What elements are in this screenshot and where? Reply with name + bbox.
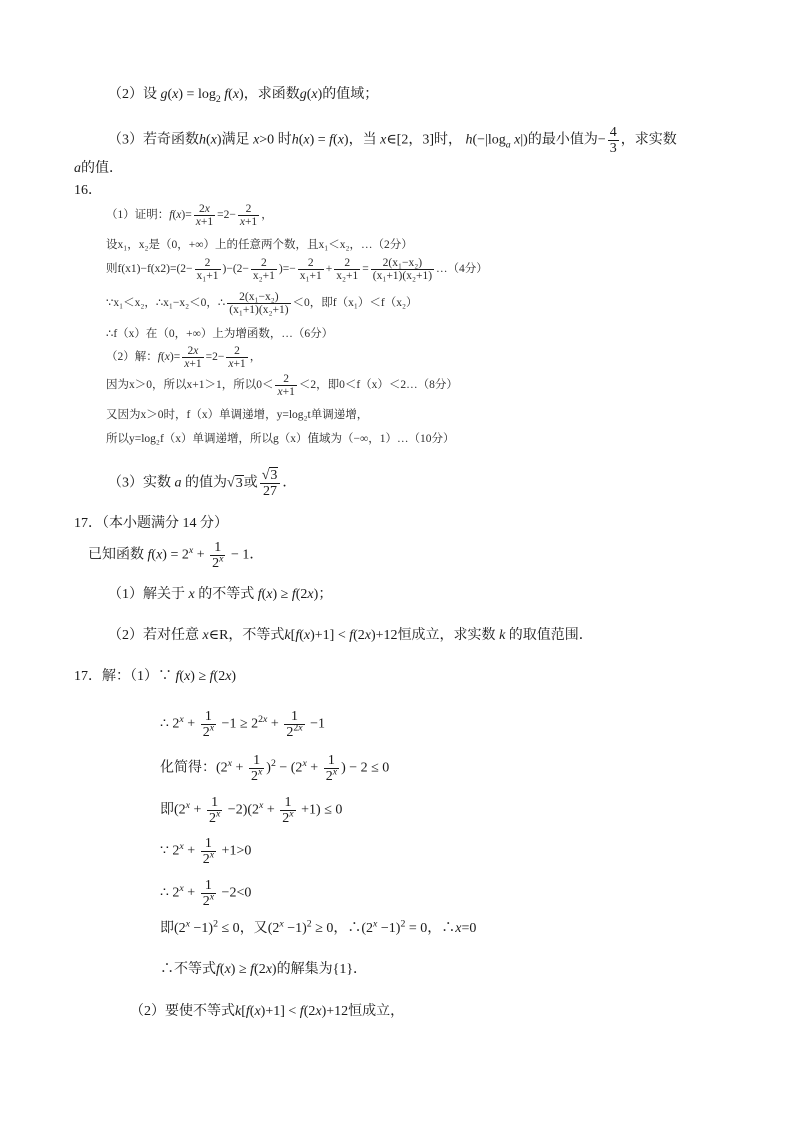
q15-part3-t4: 时，: [434, 132, 462, 148]
s16-l10-end: ．: [282, 475, 297, 491]
s16-l3-prefix: 则f(x1)−f(x2)=: [106, 263, 177, 276]
q17-p1-end: ；: [318, 587, 333, 602]
q17-given-text: 已知函数: [88, 547, 144, 563]
q15-part2-tail2: 的值域；: [322, 87, 379, 102]
s17-ji-1: 即: [160, 802, 174, 818]
s16-line4: ∵x₁＜x₂，∴x₁−x₂＜0，∴ $\frac{\text{2(x₁−x₂)}}{\text{(x₁+1)(x₂+1)}}$ ＜0，即f（x₁）＜f（x₂）: [106, 291, 418, 316]
s16-line2: 设x₁，x₂是（0，+∞）上的任意两个数，且x₁＜x₂，…（2分）: [106, 239, 413, 251]
s16-line5: ∴f（x）在（0，+∞）上为增函数，…（6分）: [106, 328, 334, 340]
s17-step5: ∴ $2^x$ + $\frac{1}{2^x}$ −2<0: [160, 878, 252, 909]
s16-line10: （3）实数 a 的值为√3或 $\frac{√3}{27}$ ．: [108, 468, 297, 499]
q17-p2-end: 的取值范围．: [508, 628, 593, 643]
q17-p2-label: （2）若对任意: [108, 628, 199, 643]
s17-ji-2: 即: [160, 921, 174, 936]
s17-sol-end: 的解集为{1}．: [276, 962, 368, 977]
s16-line9: 所以y=log₂f（x）单调递增，所以g（x）值域为（−∞，1）…（10分）: [106, 433, 455, 445]
s17-step4: ∵ $2^x$ + $\frac{1}{2^x}$ +1>0: [160, 836, 252, 867]
q15-part2: （2）设 $g(x) = \log_2 f(x)$，求函数g(x)的值域；: [108, 87, 379, 105]
q15-part2-label: （2）设: [108, 87, 157, 102]
q17-p2-mid: ，不等式: [228, 628, 285, 643]
s17-part2: （2）要使不等式k[f(x)+1] < f(2x)+12恒成立，: [130, 1004, 405, 1019]
s16-l1-label: （1）证明：: [106, 209, 170, 222]
q15-part3-t3: ，当: [348, 132, 377, 148]
q17-p1-mid: 的不等式: [198, 587, 255, 602]
s16-l6-text: ，: [249, 351, 262, 364]
s17-step7: ∴不等式f(x) ≥ f(2x)的解集为{1}．: [160, 962, 368, 977]
s16-l6-label: （2）解：: [106, 351, 158, 364]
s17-simplify-label: 化简得：: [160, 760, 216, 776]
s17-head-text: 17．解：（1）∵: [74, 669, 172, 684]
q15-part2-tail: ，求函数: [243, 87, 300, 102]
q15-part3-line2: a的值．: [74, 161, 123, 176]
s17-p2-end: 恒成立，: [348, 1004, 405, 1019]
s16-l7-prefix: 因为x＞0，所以x+1＞1，所以0＜: [106, 379, 274, 392]
q15-part3-t6: ，求实数: [620, 132, 677, 148]
s16-l10-mid: 的值为: [185, 475, 227, 491]
s16-line8: 又因为x＞0时，f（x）单调递增，y=log₂t单调递增，: [106, 409, 369, 421]
s17-p2-text: （2）要使不等式: [130, 1004, 235, 1019]
s16-line7: 因为x＞0，所以x+1＞1，所以0＜ $\frac{2}{x+1}$ ＜2，即0＜f（x）＜2…（8分）: [106, 373, 458, 398]
q15-part3-line2-text: 的值．: [81, 161, 123, 176]
s17-step2: 化简得：($2^x$ + $\frac{1}{2^x}$ )$^2 - (2^x$ + $\frac{1}{2^x}$ ) − 2 ≤ 0: [160, 753, 390, 784]
s16-l1-text: ，: [261, 209, 273, 222]
s17-also: ，又: [239, 921, 268, 936]
s16-l10-label: （3）实数: [108, 475, 171, 491]
s17-sol-text: ∴不等式: [160, 962, 216, 977]
q17-part2: （2）若对任意 x∈R，不等式k[f(x)+1] < f(2x)+12恒成立，求实数 k 的取值范围．: [108, 628, 593, 643]
s16-line6: （2）解：f(x)= $\frac{2x}{x+1}$ =2− $\frac{2}{x+1}$ ，: [106, 345, 262, 370]
s16-l10-or: 或: [243, 475, 258, 491]
s16-l4-prefix: ∵x₁＜x₂，∴x₁−x₂＜0，∴: [106, 297, 226, 310]
s17-therefore: ∴: [160, 885, 169, 901]
s16-l4-suffix: ＜0，即f（x₁）＜f（x₂）: [292, 297, 418, 310]
q15-frac-4-3: $\frac{4}{3}$: [609, 125, 617, 156]
q15-part3-t5: 的最小值为: [527, 132, 598, 148]
s16-line3: 则f(x1)−f(x2)=(2− $\frac{2}{\text{x₁+1}}$ )−(2− $\frac{2}{\text{x₂+1}}$ )=− $\frac{2}{\text{x₁+1}}$ + $\frac{2}{\text{x₂+1}}$ = $\frac{\text{2(x₁−x₂)}}{\text{(x₁+1)(x₂+1)}}$ …（4分）: [106, 257, 488, 282]
q17-title: 17．（本小题满分 14 分）: [74, 516, 228, 531]
s16-l3-score: …（4分）: [436, 263, 488, 276]
q15-part3: （3）若奇函数h(x)满足 x>0 时h(x) = f(x)，当 x∈[2，3]时， $h(-|\log_a$ x|)的最小值为− $\frac{4}{3}$ ，求实数: [108, 125, 677, 156]
q17-p1-label: （1）解关于: [108, 587, 185, 602]
s16-line1: （1）证明：f(x)= $\frac{2x}{x+1}$ =2− $\frac{2}{x+1}$ ，: [106, 203, 273, 228]
s17-step6: 即$(2^x -1)^2 \le 0$，又$(2^x -1)^2 \ge 0$，$\therefore(2^x -1)^2 = 0$，∴x=0: [160, 918, 477, 936]
s17-because: ∵: [160, 843, 169, 859]
s16-l7-suffix: ＜2，即0＜f（x）＜2…（8分）: [298, 379, 458, 392]
s17-head: 17．解：（1）∵ f(x) ≥ f(2x): [74, 669, 237, 684]
q15-part3-t1: 满足: [221, 132, 250, 148]
q17-p2-mid2: 恒成立，求实数: [397, 628, 496, 643]
q17-part1: （1）解关于 x 的不等式 f(x) ≥ f(2x)；: [108, 587, 333, 602]
s16-number: 16．: [74, 183, 102, 198]
q15-part3-label: （3）若奇函数: [108, 132, 199, 148]
s17-step3: 即($2^x$ + $\frac{1}{2^x}$ $-2)(2^x$ + $\frac{1}{2^x}$ +1) ≤ 0: [160, 795, 343, 826]
q15-part3-t2: 时: [277, 132, 292, 148]
s17-step1: ∴ $2^x$ + $\frac{1}{2^x}$ $-1 \ge 2^{2x}$ + $\frac{1}{2^{2x}}$ −1: [160, 709, 325, 740]
q17-given: 已知函数 $f(x) = 2^x$ + $\frac{1}{2^x}$ − 1．: [88, 540, 264, 571]
